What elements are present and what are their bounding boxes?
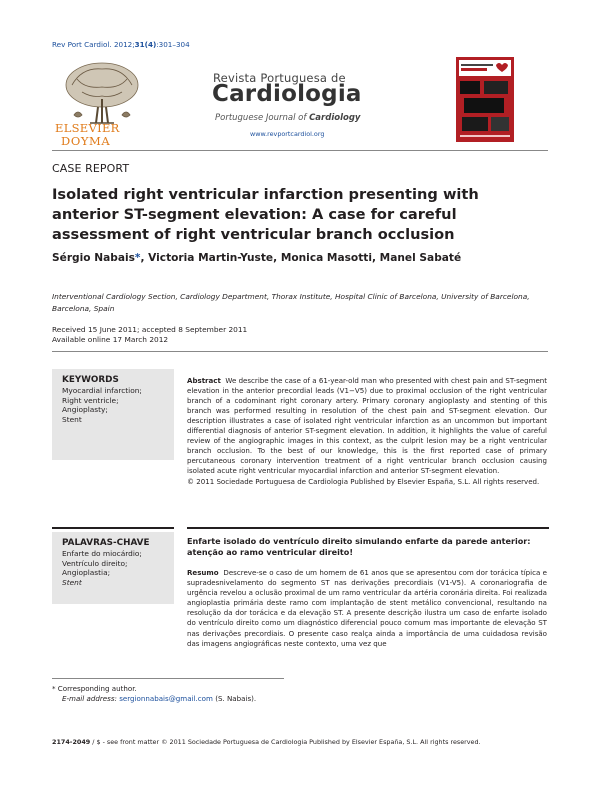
resumo-text: Descreve-se o caso de um homem de 61 anos que se apresentou com dor torácica típica e supradesnivelamento do segmento ST nas derivações precordiais (V1-V5). A coronariografia de urgência revelou a oclusão proximal de um ramo ventricular da artéria coronária direita. Foi realizada angioplastia primária deste ramo com implantação de stent metálico convencional, resultando na resolução da dor torácica e da elevação ST. A presente descrição ilustra um caso de enfarte isolado do ventrículo direito como um diagnóstico diferencial pouco comum mas importante de elevação ST nas derivações precordiais. O presente caso realça ainda a importância de uma cuidadosa revisão das imagens angiográficas neste contexto, uma vez que: [187, 568, 548, 648]
keyword-item: Angioplastia;: [62, 568, 111, 578]
footnote: [52, 684, 256, 704]
journal-citation[interactable]: [52, 40, 190, 49]
abstract-copyright: © 2011 Sociedade Portuguesa de Cardiologia Published by Elsevier España, S.L. All rights reserved.: [187, 477, 540, 487]
corresponding-author-note: * Corresponding author.: [52, 684, 137, 693]
corresponding-marker[interactable]: *: [134, 252, 141, 264]
journal-title: Cardiologia: [212, 81, 362, 107]
email-label: E-mail address:: [62, 694, 117, 703]
keywords-heading: KEYWORDS: [62, 375, 119, 385]
keyword-item: Enfarte do miocárdio;: [62, 549, 142, 558]
keywords-pt-divider: [52, 527, 174, 529]
keyword-item: Ventrículo direito;: [62, 558, 128, 568]
email-line: [52, 694, 256, 704]
resumo-label: Resumo: [187, 568, 219, 577]
journal-subtitle: [215, 113, 360, 123]
issn-rest: / $ - see front matter © 2011 Sociedade Portuguesa de Cardiologia Published by Elsevier España, S.L. All rights reserved.: [92, 738, 481, 746]
affiliation: Interventional Cardiology Section, Cardiology Department, Thorax Institute, Hospital Clinic of Barcelona, University of Barcelona, Barcelona, Spain: [52, 292, 530, 313]
palavras-chave-box: [52, 532, 174, 604]
journal-subtitle-bold: Cardiology: [309, 113, 361, 123]
keyword-item: Angioplasty;: [62, 405, 108, 415]
journal-subtitle-prefix: Portuguese Journal of: [215, 113, 307, 123]
palavras-chave-heading: PALAVRAS-CHAVE: [62, 538, 150, 548]
keyword-item: Stent: [62, 577, 82, 587]
author-first[interactable]: Sérgio Nabais: [52, 252, 135, 264]
publisher-name: ELSEVIER: [55, 121, 120, 135]
dates-divider: [52, 351, 548, 352]
abstract-text: We describe the case of a 61-year-old man who presented with chest pain and ST-segment elevation in the anterior precordial leads (V1−V5) due to proximal occlusion of the right ventricular branch of a codominant right coronary artery. Primary coronary angioplasty and stenting of this branch was performed resulting in resolution of the chest pain and ST-segment elevation. Our description illustrates a case of isolated right ventricular infarction as an uncommon but important differential diagnosis of anterior ST-segment elevation. In addition, it highlights the value of careful review of the angiographic images in this context, as the culprit lesion may be a right ventricular branch occlusion. To the best of our knowledge, this is the first reported case of primary percutaneous coronary intervention treatment of a right ventricular branch occlusion causing isolated acute right ventricular myocardial infarction and anterior ST-segment elevation.: [187, 376, 548, 476]
email-link[interactable]: sergionnabais@gmail.com: [119, 694, 213, 703]
email-suffix: (S. Nabais).: [215, 694, 257, 703]
abstract: [187, 376, 547, 488]
issn-line: [52, 738, 481, 746]
article-type: CASE REPORT: [52, 162, 130, 175]
publisher-sub: DOYMA: [61, 134, 111, 148]
author-list: [52, 252, 461, 264]
citation-volume: 31(4): [134, 40, 157, 49]
footnote-divider: [52, 678, 284, 679]
author-rest: , Victoria Martin-Yuste, Monica Masotti, Manel Sabaté: [140, 252, 462, 264]
abstract-pt-divider: [187, 527, 549, 529]
tree-icon: [66, 63, 138, 123]
portuguese-title: Enfarte isolado do ventrículo direito simulando enfarte da parede anterior: atenção ao ramo ventricular direito!: [187, 536, 531, 558]
header-divider: [52, 150, 548, 151]
citation-pages: :301–304: [156, 40, 190, 49]
keyword-item: Myocardial infarction;: [62, 386, 142, 395]
article-title: Isolated right ventricular infarction presenting with anterior ST-segment elevation: A case for careful assessment of right ventricular branch occlusion: [52, 186, 479, 243]
keyword-item: Stent: [62, 414, 82, 424]
online-date: Available online 17 March 2012: [52, 335, 169, 345]
journal-url-link[interactable]: www.revportcardiol.org: [250, 130, 325, 138]
keyword-item: Right ventricle;: [62, 395, 119, 405]
abstract-label: Abstract: [187, 376, 221, 385]
resumo: [187, 568, 547, 649]
journal-pre-title: Revista Portuguesa de: [213, 71, 346, 85]
keywords-box: [52, 369, 174, 460]
citation-prefix: Rev Port Cardiol. 2012;: [52, 40, 135, 49]
article-dates: [52, 325, 247, 346]
journal-cover-thumbnail[interactable]: [456, 57, 514, 142]
issn-code: 2174-2049: [52, 738, 91, 746]
received-date: Received 15 June 2011; accepted 8 September 2011: [52, 325, 248, 334]
